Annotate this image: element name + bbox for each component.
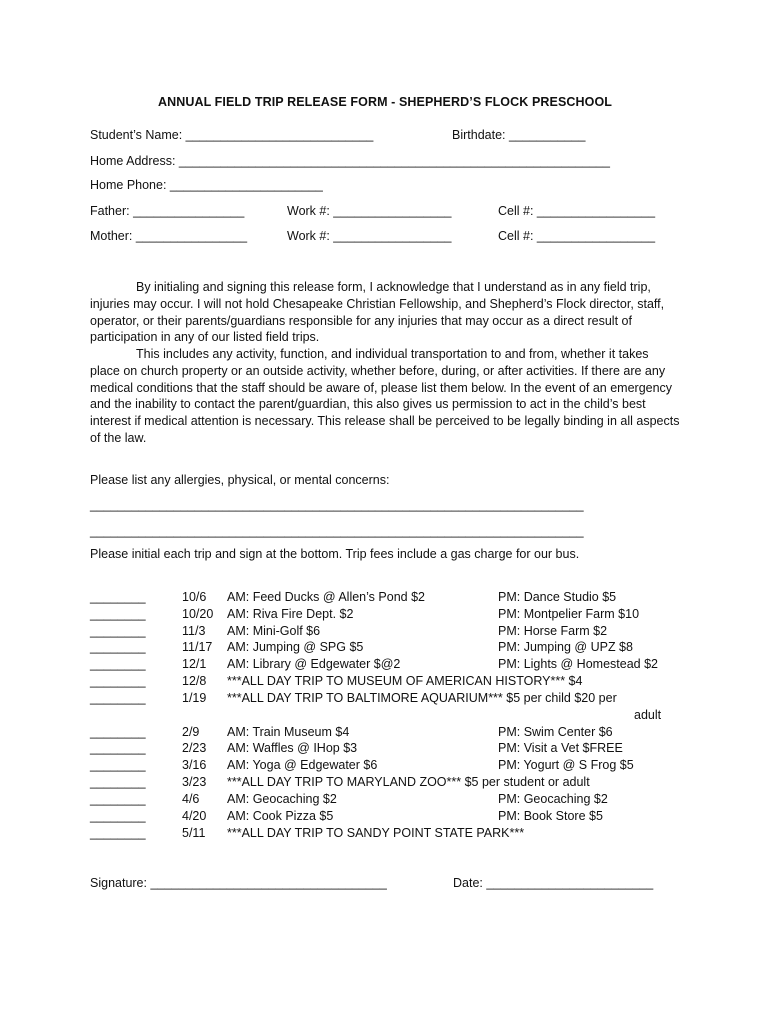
trip-date: 3/23 bbox=[182, 775, 207, 789]
trip-pm: PM: Montpelier Farm $10 bbox=[498, 607, 640, 621]
trip-initial-field[interactable]: ________ bbox=[90, 657, 146, 671]
trip-date: 2/23 bbox=[182, 741, 207, 755]
trip-initial-field[interactable]: ________ bbox=[90, 640, 146, 654]
trip-initial-field[interactable]: ________ bbox=[90, 674, 146, 688]
allergies-prompt: Please list any allergies, physical, or mental concerns: bbox=[90, 473, 390, 487]
trip-am: ***ALL DAY TRIP TO MUSEUM OF AMERICAN HISTORY*** $4 bbox=[227, 674, 583, 688]
trip-initial-field[interactable]: ________ bbox=[90, 826, 146, 840]
trip-initial-field[interactable]: ________ bbox=[90, 809, 146, 823]
trip-initial-field[interactable]: ________ bbox=[90, 758, 146, 772]
father-field[interactable]: Father: ________________ bbox=[90, 204, 245, 218]
trip-am: AM: Geocaching $2 bbox=[227, 792, 337, 806]
allergies-line-2[interactable]: _______________________________________________________________________ bbox=[90, 524, 584, 538]
trip-pm: PM: Book Store $5 bbox=[498, 809, 603, 823]
trip-initial-field[interactable]: ________ bbox=[90, 741, 146, 755]
mother-cell-field[interactable]: Cell #: _________________ bbox=[498, 229, 656, 243]
trip-date: 4/20 bbox=[182, 809, 207, 823]
trip-initial-field[interactable]: ________ bbox=[90, 607, 146, 621]
allergies-line-1[interactable]: _______________________________________________________________________ bbox=[90, 498, 584, 512]
trip-date: 11/3 bbox=[182, 624, 206, 638]
trip-date: 12/8 bbox=[182, 674, 207, 688]
trip-pm: PM: Yogurt @ S Frog $5 bbox=[498, 758, 634, 772]
trips-instruction: Please initial each trip and sign at the bottom. Trip fees include a gas charge for our bus. bbox=[90, 547, 580, 561]
mother-field[interactable]: Mother: ________________ bbox=[90, 229, 248, 243]
trip-date: 2/9 bbox=[182, 725, 200, 739]
trip-initial-field[interactable]: ________ bbox=[90, 725, 146, 739]
home-address-field[interactable]: Home Address: ______________________________________________________________ bbox=[90, 154, 610, 168]
trip-am: AM: Waffles @ IHop $3 bbox=[227, 741, 358, 755]
trip-am: AM: Cook Pizza $5 bbox=[227, 809, 334, 823]
trip-am: AM: Riva Fire Dept. $2 bbox=[227, 607, 354, 621]
trip-initial-field[interactable]: ________ bbox=[90, 775, 146, 789]
trip-pm: PM: Lights @ Homestead $2 bbox=[498, 657, 658, 671]
trip-date: 5/11 bbox=[182, 826, 206, 840]
release-paragraph-2: This includes any activity, function, and individual transportation to and from, whether it takes place on church property or an outside activity, whether before, during, or after activities. If there are any medical conditions that the staff should be aware of, please list them below. In the event of an emergency and the inability to contact the parent/guardian, this also gives us permission to act in the child’s best interest if medical attention is necessary. This release shall be perceived to be legally binding in all aspects of the law. bbox=[90, 347, 680, 445]
trip-am: ***ALL DAY TRIP TO BALTIMORE AQUARIUM*** $5 per child $20 per bbox=[227, 691, 617, 705]
student-name-field[interactable]: Student’s Name: ___________________________ bbox=[90, 128, 374, 142]
trip-am: AM: Mini-Golf $6 bbox=[227, 624, 321, 638]
birthdate-field[interactable]: Birthdate: ___________ bbox=[452, 128, 586, 142]
trip-am: AM: Library @ Edgewater $@2 bbox=[227, 657, 401, 671]
trip-continuation: adult bbox=[634, 708, 662, 722]
trip-am: AM: Yoga @ Edgewater $6 bbox=[227, 758, 378, 772]
date-field[interactable]: Date: ________________________ bbox=[453, 876, 654, 890]
home-phone-field[interactable]: Home Phone: ______________________ bbox=[90, 178, 323, 192]
trip-initial-field[interactable]: ________ bbox=[90, 590, 146, 604]
trip-am: ***ALL DAY TRIP TO SANDY POINT STATE PARK*** bbox=[227, 826, 525, 840]
signature-field[interactable]: Signature: __________________________________ bbox=[90, 876, 387, 890]
trip-am: AM: Feed Ducks @ Allen’s Pond $2 bbox=[227, 590, 425, 604]
trip-am: AM: Jumping @ SPG $5 bbox=[227, 640, 364, 654]
trip-date: 4/6 bbox=[182, 792, 200, 806]
father-work-field[interactable]: Work #: _________________ bbox=[287, 204, 452, 218]
trip-pm: PM: Swim Center $6 bbox=[498, 725, 613, 739]
release-paragraph-1: By initialing and signing this release form, I acknowledge that I understand as in any field trip, injuries may occur. I will not hold Chesapeake Christian Fellowship, and Shepherd’s Flock director, staff, operator, or their parents/guardians responsible for any injuries that may occur as a direct result of participation in any of our listed field trips. bbox=[90, 280, 665, 345]
trip-date: 10/20 bbox=[182, 607, 214, 621]
trip-pm: PM: Dance Studio $5 bbox=[498, 590, 617, 604]
trip-pm: PM: Jumping @ UPZ $8 bbox=[498, 640, 633, 654]
trip-date: 1/19 bbox=[182, 691, 207, 705]
trip-pm: PM: Horse Farm $2 bbox=[498, 624, 608, 638]
trip-pm: PM: Visit a Vet $FREE bbox=[498, 741, 623, 755]
trip-am: AM: Train Museum $4 bbox=[227, 725, 350, 739]
trip-initial-field[interactable]: ________ bbox=[90, 691, 146, 705]
trip-pm: PM: Geocaching $2 bbox=[498, 792, 608, 806]
trip-initial-field[interactable]: ________ bbox=[90, 624, 146, 638]
trip-date: 10/6 bbox=[182, 590, 207, 604]
page-title: ANNUAL FIELD TRIP RELEASE FORM - SHEPHERD’S FLOCK PRESCHOOL bbox=[157, 95, 613, 109]
trip-am: ***ALL DAY TRIP TO MARYLAND ZOO*** $5 per student or adult bbox=[227, 775, 590, 789]
trip-date: 12/1 bbox=[182, 657, 207, 671]
trip-date: 11/17 bbox=[182, 640, 213, 654]
mother-work-field[interactable]: Work #: _________________ bbox=[287, 229, 452, 243]
father-cell-field[interactable]: Cell #: _________________ bbox=[498, 204, 656, 218]
trip-date: 3/16 bbox=[182, 758, 207, 772]
trip-initial-field[interactable]: ________ bbox=[90, 792, 146, 806]
